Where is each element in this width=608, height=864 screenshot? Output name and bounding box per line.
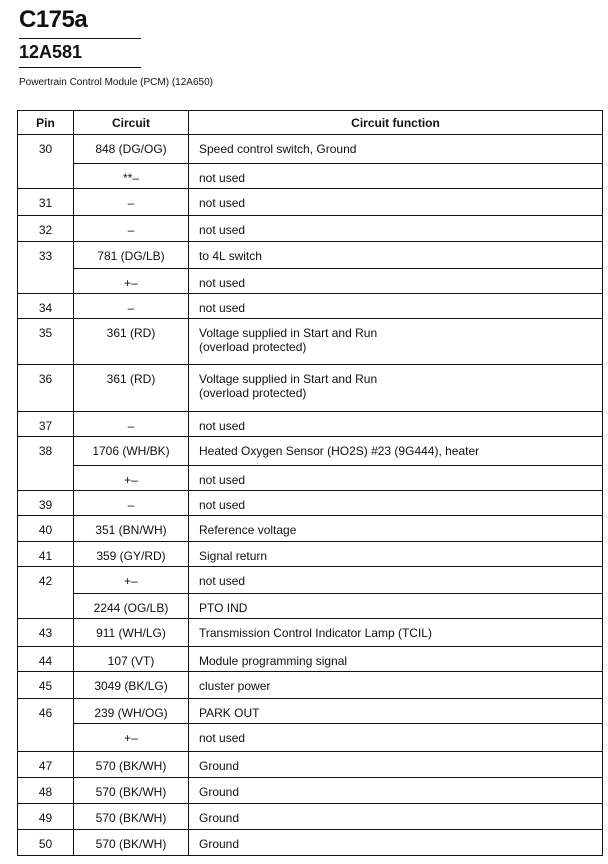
table-row (18, 294, 603, 319)
circuit-function-cell (189, 619, 603, 647)
circuit-function-cell (189, 752, 603, 778)
circuit-function-text: PTO IND (199, 601, 248, 615)
circuit-function-text: cluster power (199, 679, 271, 693)
circuit-cell: +– (74, 269, 189, 294)
circuit-cell: 107 (VT) (74, 647, 189, 672)
pin-cell: 36 (18, 365, 74, 412)
circuit-function-cell (189, 830, 603, 856)
pin-cell: 32 (18, 216, 74, 242)
pin-cell: 35 (18, 319, 74, 365)
circuit-cell: – (74, 294, 189, 319)
circuit-cell: 361 (RD) (74, 319, 189, 365)
pin-cell: 34 (18, 294, 74, 319)
circuit-function-note: (overload protected) (199, 386, 307, 400)
circuit-cell: – (74, 216, 189, 242)
module-description: Powertrain Control Module (PCM) (12A650) (19, 77, 213, 88)
pin-cell: 41 (18, 542, 74, 567)
circuit-function-text: Signal return (199, 549, 268, 563)
circuit-function-cell (189, 724, 603, 752)
circuit-cell: 848 (DG/OG) (74, 135, 189, 164)
table-row (18, 752, 603, 778)
circuit-function-text: not used (199, 171, 246, 185)
circuit-function-note: (overload protected) (199, 340, 307, 354)
column-header-pin: Pin (18, 111, 74, 135)
circuit-function-text: Ground (199, 811, 240, 825)
circuit-function-cell (189, 542, 603, 567)
circuit-cell: 3049 (BK/LG) (74, 672, 189, 699)
table-row (18, 830, 603, 856)
table-body (18, 135, 603, 856)
circuit-function-text: not used (199, 276, 246, 290)
circuit-function-text: not used (199, 223, 246, 237)
circuit-function-text: Ground (199, 785, 240, 799)
circuit-function-cell (189, 672, 603, 699)
circuit-function-cell (189, 216, 603, 242)
circuit-function-text: Ground (199, 837, 240, 851)
circuit-function-text: Transmission Control Indicator Lamp (TCIL) (199, 626, 432, 640)
column-header-circuit-function: Circuit function (189, 111, 603, 135)
circuit-cell: +– (74, 466, 189, 491)
pin-cell: 49 (18, 804, 74, 830)
circuit-function-cell (189, 647, 603, 672)
circuit-cell: – (74, 491, 189, 516)
table-row (18, 269, 603, 294)
pin-cell: 30 (18, 135, 74, 189)
table-row (18, 778, 603, 804)
circuit-function-text: not used (199, 731, 246, 745)
table-row (18, 567, 603, 594)
table-row (18, 164, 603, 189)
circuit-function-cell (189, 242, 603, 269)
circuit-function-text: Voltage supplied in Start and Run (199, 326, 378, 340)
table-row (18, 216, 603, 242)
circuit-function-cell (189, 516, 603, 542)
circuit-function-cell (189, 365, 603, 412)
circuit-cell: **– (74, 164, 189, 189)
table-row (18, 699, 603, 724)
table-row (18, 619, 603, 647)
circuit-function-cell (189, 319, 603, 365)
table-row (18, 319, 603, 365)
table-row (18, 672, 603, 699)
table-row (18, 647, 603, 672)
circuit-function-text: Speed control switch, Ground (199, 142, 357, 156)
pin-cell: 38 (18, 437, 74, 491)
circuit-function-cell (189, 466, 603, 491)
column-header-circuit: Circuit (74, 111, 189, 135)
table-row (18, 242, 603, 269)
circuit-cell: 239 (WH/OG) (74, 699, 189, 724)
table-row (18, 437, 603, 466)
circuit-cell: 1706 (WH/BK) (74, 437, 189, 466)
circuit-function-cell (189, 699, 603, 724)
circuit-function-cell (189, 294, 603, 319)
circuit-function-cell (189, 412, 603, 437)
pin-cell: 40 (18, 516, 74, 542)
pin-cell: 42 (18, 567, 74, 619)
circuit-cell: +– (74, 724, 189, 752)
circuit-cell: 351 (BN/WH) (74, 516, 189, 542)
circuit-cell: 570 (BK/WH) (74, 804, 189, 830)
pin-cell: 39 (18, 491, 74, 516)
circuit-function-cell (189, 437, 603, 466)
circuit-function-text: PARK OUT (199, 706, 260, 720)
table-row (18, 412, 603, 437)
circuit-cell: – (74, 189, 189, 216)
table-row (18, 491, 603, 516)
table-row (18, 466, 603, 491)
table-row (18, 594, 603, 619)
pin-cell: 37 (18, 412, 74, 437)
circuit-cell: 911 (WH/LG) (74, 619, 189, 647)
circuit-cell: – (74, 412, 189, 437)
part-number: 12A581 (19, 42, 83, 62)
pin-cell: 33 (18, 242, 74, 294)
circuit-cell: 361 (RD) (74, 365, 189, 412)
circuit-function-cell (189, 778, 603, 804)
part-number-underline (19, 67, 141, 68)
pin-cell: 44 (18, 647, 74, 672)
circuit-function-cell (189, 804, 603, 830)
table-row (18, 724, 603, 752)
circuit-function-text: Module programming signal (199, 654, 348, 668)
pin-cell: 43 (18, 619, 74, 647)
circuit-function-text: Reference voltage (199, 523, 297, 537)
table-row (18, 542, 603, 567)
table-header-row (18, 111, 603, 135)
circuit-cell: 2244 (OG/LB) (74, 594, 189, 619)
circuit-function-cell (189, 567, 603, 594)
circuit-function-cell (189, 164, 603, 189)
table-row (18, 365, 603, 412)
circuit-cell: 570 (BK/WH) (74, 752, 189, 778)
pin-cell: 48 (18, 778, 74, 804)
pin-cell: 31 (18, 189, 74, 216)
circuit-function-text: not used (199, 301, 246, 315)
circuit-cell: 359 (GY/RD) (74, 542, 189, 567)
pin-cell: 47 (18, 752, 74, 778)
table-row (18, 516, 603, 542)
circuit-function-text: Heated Oxygen Sensor (HO2S) #23 (9G444), heater (199, 444, 480, 458)
circuit-cell: 570 (BK/WH) (74, 830, 189, 856)
table-row (18, 189, 603, 216)
circuit-function-text: not used (199, 419, 246, 433)
pin-cell: 45 (18, 672, 74, 699)
circuit-function-text: not used (199, 498, 246, 512)
circuit-function-text: not used (199, 196, 246, 210)
circuit-function-text: not used (199, 574, 246, 588)
circuit-cell: 781 (DG/LB) (74, 242, 189, 269)
connector-title: C175a (19, 6, 88, 33)
pin-cell: 46 (18, 699, 74, 752)
circuit-cell: 570 (BK/WH) (74, 778, 189, 804)
circuit-function-cell (189, 269, 603, 294)
circuit-function-cell (189, 491, 603, 516)
circuit-function-cell (189, 189, 603, 216)
title-underline (19, 38, 141, 39)
circuit-function-cell (189, 135, 603, 164)
circuit-function-text: Voltage supplied in Start and Run (199, 372, 378, 386)
table-row (18, 135, 603, 164)
circuit-function-text: Ground (199, 759, 240, 773)
pin-cell: 50 (18, 830, 74, 856)
table-row (18, 804, 603, 830)
circuit-function-text: not used (199, 473, 246, 487)
circuit-function-text: to 4L switch (199, 249, 262, 263)
pinout-table (17, 110, 603, 856)
circuit-cell: +– (74, 567, 189, 594)
circuit-function-cell (189, 594, 603, 619)
